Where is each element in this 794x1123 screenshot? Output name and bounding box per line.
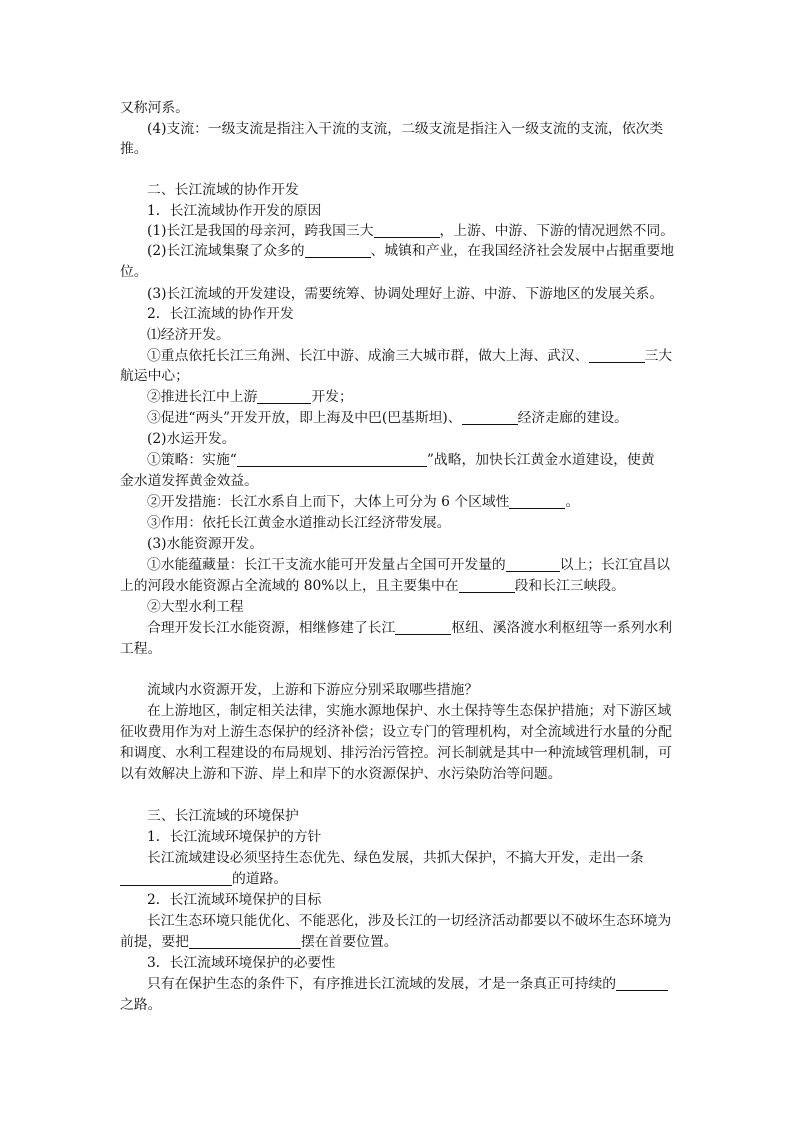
question-text: 流域内水资源开发，上游和下游应分别采取哪些措施？ [147, 682, 479, 698]
text-line: ⑴经济开发。 [147, 327, 230, 343]
text-line: ②大型水利工程 [147, 599, 244, 615]
text-line: (2)水运开发。 [147, 431, 236, 447]
blank-line [305, 243, 371, 258]
text-line: ②推进长江中上游 开发； [147, 389, 353, 405]
answer-text: 和调度、水利工程建设的布局规划、排污治污管控。河长制就是其中一种流域管理机制，可 [120, 745, 672, 761]
blank-line [257, 389, 311, 404]
answer-text: 征收费用作为对上游生态保护的经济补偿；设立专门的管理机构，对全流域进行水量的分配 [120, 724, 672, 740]
text-line: (3)水能资源开发。 [147, 536, 264, 552]
blank-line [506, 557, 560, 572]
text-line: ①重点依托长江三角洲、长江中游、成渝三大城市群，做大上海、武汉、 三大 [147, 348, 673, 364]
text-line: (4)支流：一级支流是指注入干流的支流，二级支流是指注入一级支流的支流，依次类 [147, 121, 664, 137]
blank-line [459, 578, 515, 593]
text-line: 只有在保护生态的条件下，有序推进长江流域的发展，才是一条真正可持续的 [147, 974, 680, 994]
text-line: 的道路。 [120, 869, 680, 889]
text-line: 长江生态环境只能优化、不能恶化，涉及长江的一切经济活动都要以不破坏生态环境为 [147, 913, 672, 929]
blank-line [395, 620, 451, 635]
text-line: 工程。 [120, 641, 162, 657]
answer-text: 以有效解决上游和下游、岸上和岸下的水资源保护、水污染防治等问题。 [120, 766, 562, 782]
text-line: (1)长江是我国的母亲河，跨我国三大 ，上游、中游、下游的情况迥然不同。 [147, 223, 675, 239]
blank-line [616, 976, 668, 991]
subsection-heading: 3．长江流域环境保护的必要性 [147, 955, 336, 971]
subsection-heading: 1．长江流域环境保护的方针 [147, 829, 322, 845]
text-line: 前提，要把 摆在首要位置。 [120, 934, 398, 950]
blank-line [462, 410, 518, 425]
answer-text: 在上游地区，制定相关法律，实施水源地保护、水土保持等生态保护措施；对下游区域 [147, 703, 672, 719]
text-line: 之路。 [120, 997, 162, 1013]
text-line: 又称河系。 [120, 100, 189, 116]
text-line: 金水道发挥黄金效益。 [120, 473, 258, 489]
section-heading: 二、长江流域的协作开发 [147, 182, 299, 198]
subsection-heading: 2．长江流域的协作开发 [147, 306, 294, 322]
text-line: ①水能蕴藏量：长江干支流水能可开发量占全国可开发量的 以上；长江宜昌以 [147, 557, 671, 573]
subsection-heading: 1．长江流域协作开发的原因 [147, 203, 322, 219]
text-line: 长江流域建设必须坚持生态优先、绿色发展，共抓大保护，不搞大开发，走出一条 [147, 850, 644, 866]
text-line: 航运中心； [120, 368, 189, 384]
text-line: 推。 [120, 141, 148, 157]
text-line: (2)长江流域集聚了众多的 、城镇和产业，在我国经济社会发展中占据重要地 [147, 243, 675, 259]
text-line: 位。 [120, 264, 148, 280]
text-line: ③促进“两头”开发开放，即上海及中巴(巴基斯坦)、 经济走廊的建设。 [147, 410, 628, 426]
blank-line [374, 223, 440, 238]
subsection-heading: 2．长江流域环境保护的目标 [147, 892, 322, 908]
blank-line [189, 934, 301, 949]
blank-line [120, 871, 232, 886]
text-line: (3)长江流域的开发建设，需要统筹、协调处理好上游、中游、下游地区的发展关系。 [147, 286, 664, 302]
blank-line [509, 494, 565, 509]
text-line: ②开发措施：长江水系自上而下，大体上可分为 6 个区域性 。 [147, 494, 580, 510]
section-heading: 三、长江流域的环境保护 [147, 808, 299, 824]
text-line: ①策略：实施“ ”战略，加快长江黄金水道建设，使黄 [147, 452, 655, 468]
text-line: 上的河段水能资源占全流域的 80%以上，且主要集中在 段和长江三峡段。 [120, 578, 625, 594]
text-line: 合理开发长江水能资源，相继修建了长江 枢纽、溪洛渡水利枢纽等一系列水利 [147, 620, 673, 636]
text-line: ③作用：依托长江黄金水道推动长江经济带发展。 [147, 515, 451, 531]
blank-line [237, 452, 427, 467]
blank-line [589, 348, 645, 363]
